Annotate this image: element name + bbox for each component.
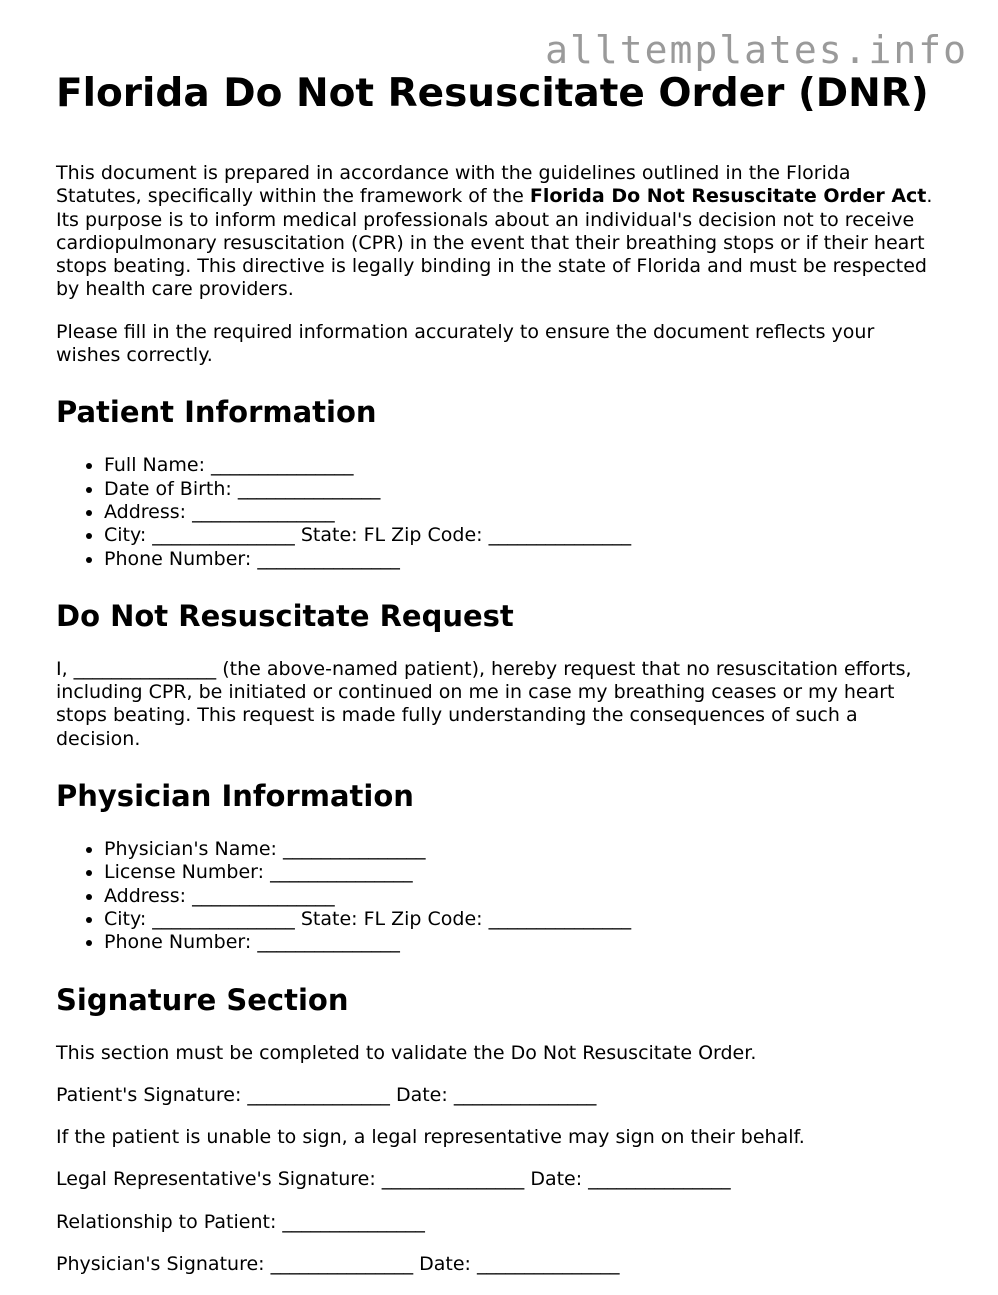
fill-note: Please fill in the required information accurately to ensure the document reflects your wishes correctly. bbox=[56, 320, 875, 367]
patient-list bbox=[56, 454, 936, 570]
dnr-request-text: I, _______________ (the above-named patient), hereby request that no resuscitation efforts, including CPR, be initiated or continued on me in case my breathing ceases or my heart stops beating. This request is made fully understanding the consequences of such a decision. bbox=[56, 657, 912, 750]
unable-to-sign-note: If the patient is unable to sign, a legal representative may sign on their behalf. bbox=[56, 1126, 805, 1149]
physician-heading: Physician Information bbox=[56, 779, 414, 814]
watermark: alltemplates.info bbox=[545, 28, 968, 72]
physician-phone: • Phone Number: _______________ bbox=[104, 931, 936, 954]
physician-license: • License Number: _______________ bbox=[104, 861, 936, 884]
document-page bbox=[56, 70, 936, 1295]
signature-note: This section must be completed to validate the Do Not Resuscitate Order. bbox=[56, 1041, 757, 1064]
patient-phone: • Phone Number: _______________ bbox=[104, 548, 936, 571]
patient-full-name: • Full Name: _______________ bbox=[104, 454, 936, 477]
physician-address: • Address: _______________ bbox=[104, 885, 936, 908]
patient-heading: Patient Information bbox=[56, 395, 377, 430]
patient-city-state-zip: • City: _______________ State: FL Zip Code: _______________ bbox=[104, 524, 936, 547]
dnr-heading: Do Not Resuscitate Request bbox=[56, 598, 514, 633]
relationship-line: Relationship to Patient: _______________ bbox=[56, 1210, 425, 1233]
intro-act-name: Florida Do Not Resuscitate Order Act bbox=[529, 185, 927, 208]
representative-signature-line: Legal Representative's Signature: _______________ Date: _______________ bbox=[56, 1168, 731, 1191]
patient-address: • Address: _______________ bbox=[104, 501, 936, 524]
physician-list bbox=[56, 838, 936, 954]
patient-signature-line: Patient's Signature: _______________ Date: _______________ bbox=[56, 1083, 597, 1106]
signature-heading: Signature Section bbox=[56, 982, 349, 1017]
intro-text-2: . Its purpose is to inform medical professionals about an individual's decision not to receive cardiopulmonary resuscitation (CPR) in the event that their breathing stops or if their heart stops beating. This directive is legally binding in the state of Florida and must be respected by health care providers. bbox=[56, 185, 933, 301]
intro-paragraph bbox=[56, 162, 936, 302]
intro-text-1: This document is prepared in accordance with the guidelines outlined in the Florida Statutes, specifically within the framework of the bbox=[56, 162, 851, 208]
patient-dob: • Date of Birth: _______________ bbox=[104, 478, 936, 501]
physician-signature-line: Physician's Signature: _______________ Date: _______________ bbox=[56, 1253, 620, 1276]
physician-name: • Physician's Name: _______________ bbox=[104, 838, 936, 861]
page-title: Florida Do Not Resuscitate Order (DNR) bbox=[56, 71, 929, 116]
physician-city-state-zip: • City: _______________ State: FL Zip Code: _______________ bbox=[104, 908, 936, 931]
